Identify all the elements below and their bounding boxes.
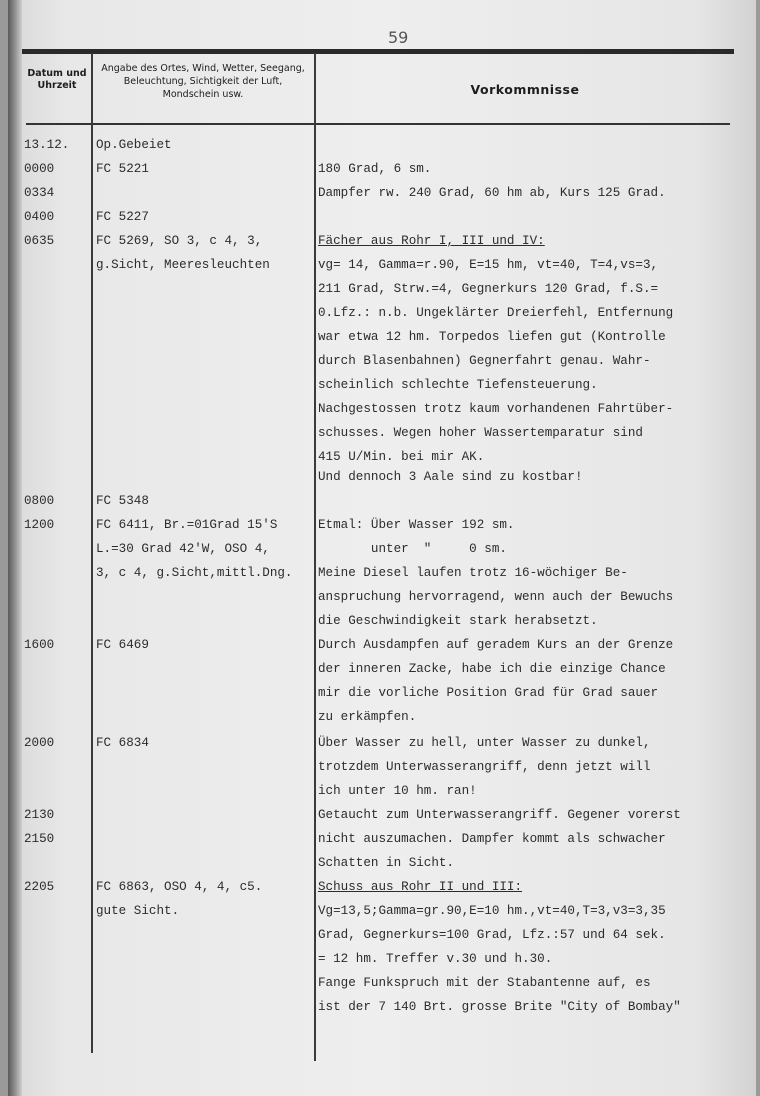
entry-place: FC 5221: [96, 162, 149, 176]
entry-event: Getaucht zum Unterwasserangriff. Gegener vorerst: [318, 808, 681, 822]
entry-place: 3, c 4, g.Sicht,mittl.Dng.: [96, 566, 293, 580]
entry-event: Dampfer rw. 240 Grad, 60 hm ab, Kurs 125 Grad.: [318, 186, 666, 200]
entry-event: Fange Funkspruch mit der Stabantenne auf, es: [318, 976, 651, 990]
entry-event: durch Blasenbahnen) Gegnerfahrt genau. Wahr-: [318, 354, 651, 368]
entry-time: 0400: [24, 210, 55, 224]
entry-event: nicht auszumachen. Dampfer kommt als schwacher: [318, 832, 666, 846]
entry-event: Durch Ausdampfen auf geradem Kurs an der Grenze: [318, 638, 674, 652]
column-divider-2: [314, 53, 316, 1061]
entry-event: scheinlich schlechte Tiefensteuerung.: [318, 378, 598, 392]
header-place-weather: Angabe des Ortes, Wind, Wetter, Seegang, Beleuchtung, Sichtigkeit der Luft, Mondschein usw.: [101, 63, 305, 100]
entry-place: L.=30 Grad 42'W, OSO 4,: [96, 542, 270, 556]
entry-place: g.Sicht, Meeresleuchten: [96, 258, 270, 272]
entry-time: 2000: [24, 736, 55, 750]
entry-time: 1600: [24, 638, 55, 652]
entry-event: Und dennoch 3 Aale sind zu kostbar!: [318, 470, 583, 484]
entry-place: FC 5269, SO 3, c 4, 3,: [96, 234, 263, 248]
entry-place: FC 6469: [96, 638, 149, 652]
entry-place: FC 5348: [96, 494, 149, 508]
entry-time: 0635: [24, 234, 55, 248]
logbook-page: [8, 0, 756, 1096]
entry-place: FC 5227: [96, 210, 149, 224]
entry-time: 2130: [24, 808, 55, 822]
entry-event: 180 Grad, 6 sm.: [318, 162, 432, 176]
entry-event: Fächer aus Rohr I, III und IV:: [318, 234, 545, 248]
entry-event: Schuss aus Rohr II und III:: [318, 880, 523, 894]
entry-event: mir die vorliche Position Grad für Grad sauer: [318, 686, 659, 700]
entry-event: Nachgestossen trotz kaum vorhandenen Fahrtüber-: [318, 402, 674, 416]
entry-event: Vg=13,5;Gamma=gr.90,E=10 hm.,vt=40,T=3,v3=3,35: [318, 904, 666, 918]
entry-time: 2205: [24, 880, 55, 894]
entry-event: zu erkämpfen.: [318, 710, 417, 724]
header-bottom-rule: [26, 123, 730, 125]
entry-place: FC 6863, OSO 4, 4, c5.: [96, 880, 263, 894]
entry-event: Über Wasser zu hell, unter Wasser zu dunkel,: [318, 736, 651, 750]
page-binding-shadow: [8, 0, 22, 1096]
header-events: Vorkommnisse: [470, 82, 580, 97]
entry-event: 0.Lfz.: n.b. Ungeklärter Dreierfehl, Entfernung: [318, 306, 674, 320]
entry-event: unter " 0 sm.: [318, 542, 507, 556]
entry-time: 0000: [24, 162, 55, 176]
page-number: 59: [388, 28, 409, 47]
entry-event: 415 U/Min. bei mir AK.: [318, 450, 485, 464]
entry-time: 0334: [24, 186, 55, 200]
entry-event: anspruchung hervorragend, wenn auch der Bewuchs: [318, 590, 674, 604]
entry-place: Op.Gebeiet: [96, 138, 172, 152]
entry-time: 1200: [24, 518, 55, 532]
entry-event: 211 Grad, Strw.=4, Gegnerkurs 120 Grad, f.S.=: [318, 282, 659, 296]
entry-time: 2150: [24, 832, 55, 846]
entry-event: Meine Diesel laufen trotz 16-wöchiger Be-: [318, 566, 628, 580]
entry-event: ich unter 10 hm. ran!: [318, 784, 477, 798]
entry-event: = 12 hm. Treffer v.30 und h.30.: [318, 952, 553, 966]
entry-place: gute Sicht.: [96, 904, 180, 918]
entry-event: Schatten in Sicht.: [318, 856, 455, 870]
entry-event: Etmal: Über Wasser 192 sm.: [318, 518, 515, 532]
entry-event: war etwa 12 hm. Torpedos liefen gut (Kontrolle: [318, 330, 666, 344]
entry-event: der inneren Zacke, habe ich die einzige Chance: [318, 662, 666, 676]
entry-place: FC 6411, Br.=01Grad 15'S: [96, 518, 278, 532]
entry-time: 0800: [24, 494, 55, 508]
entry-time: 13.12.: [24, 138, 70, 152]
entry-event: trotzdem Unterwasserangriff, denn jetzt will: [318, 760, 651, 774]
table-top-rule: [22, 49, 734, 54]
entry-event: vg= 14, Gamma=r.90, E=15 hm, vt=40, T=4,vs=3,: [318, 258, 659, 272]
entry-event: ist der 7 140 Brt. grosse Brite "City of Bombay": [318, 1000, 681, 1014]
entry-place: FC 6834: [96, 736, 149, 750]
entry-event: die Geschwindigkeit stark herabsetzt.: [318, 614, 598, 628]
entry-event: schusses. Wegen hoher Wassertemparatur sind: [318, 426, 643, 440]
entry-event: Grad, Gegnerkurs=100 Grad, Lfz.:57 und 64 sek.: [318, 928, 666, 942]
column-divider-1: [91, 53, 93, 1053]
header-date-time: Datum und Uhrzeit: [27, 68, 87, 91]
